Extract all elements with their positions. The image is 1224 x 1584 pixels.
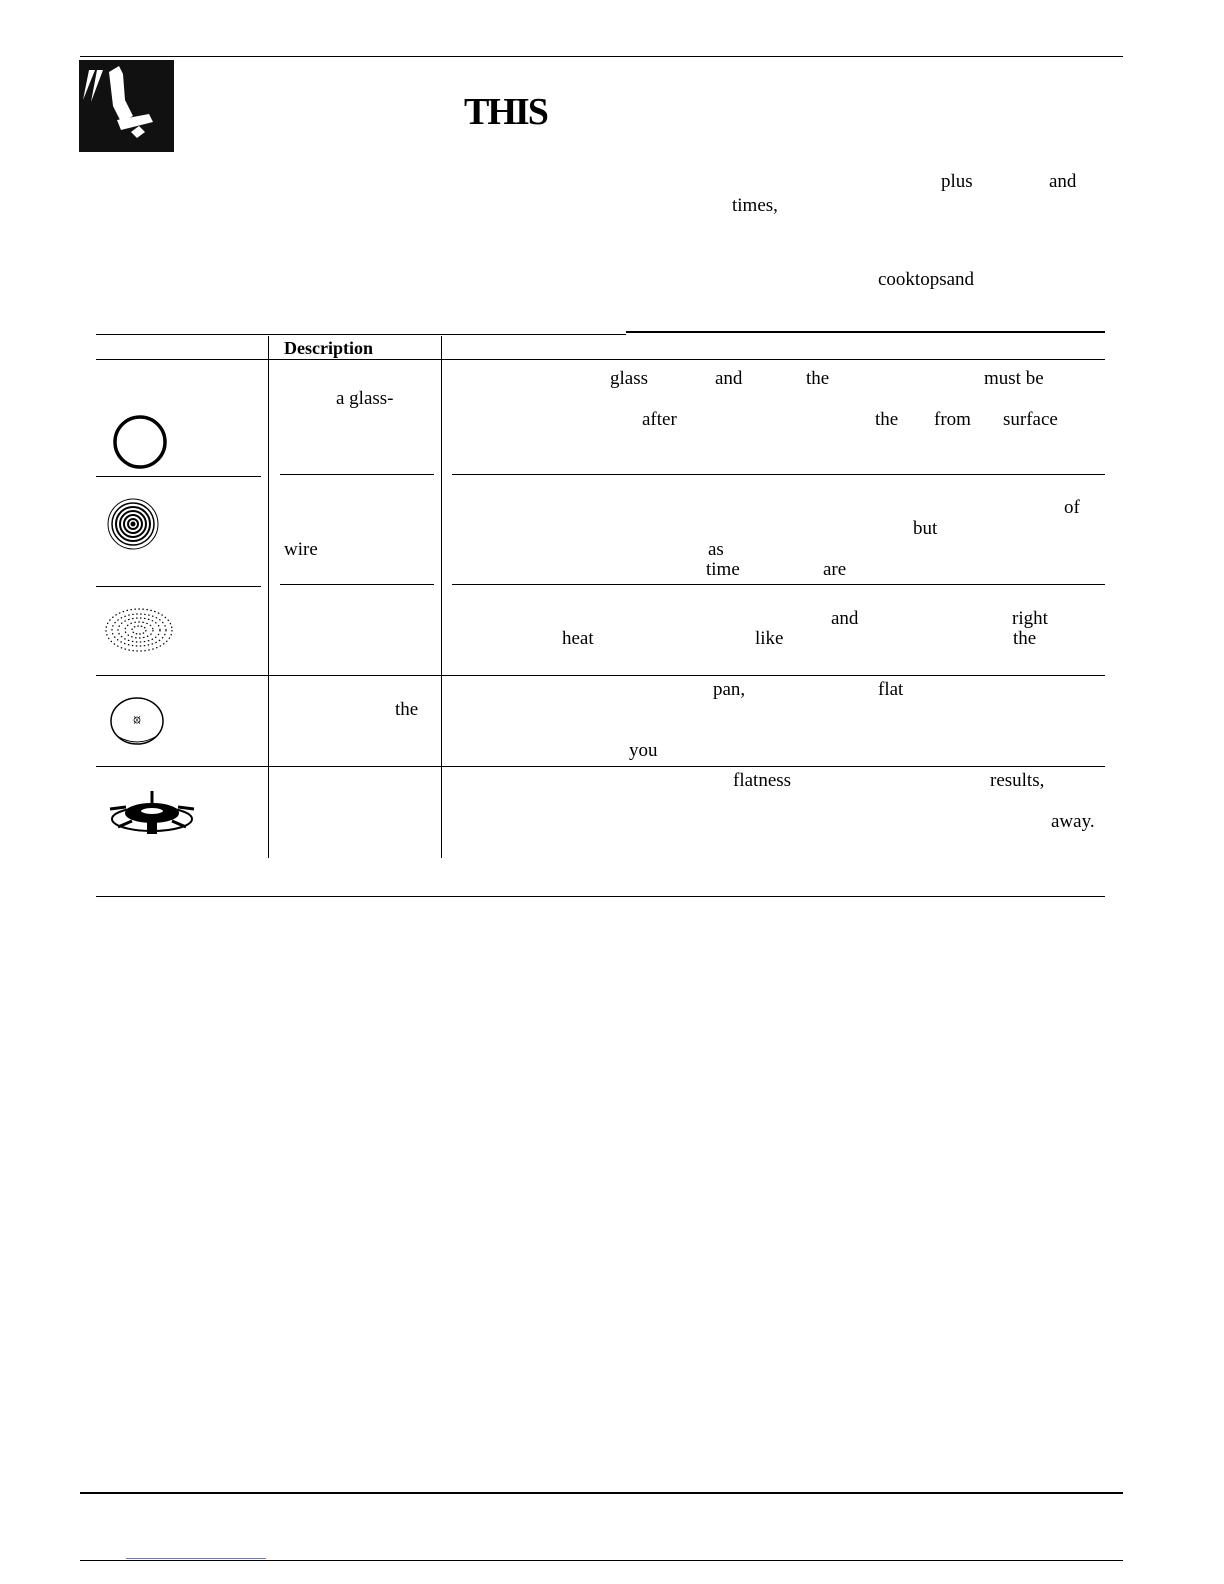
row1-word-the: the bbox=[806, 368, 830, 389]
row1-word-and: and bbox=[715, 368, 743, 389]
row1-word-from: from bbox=[934, 409, 971, 430]
row2-rule-b bbox=[280, 584, 434, 585]
row3-word-the: the bbox=[1013, 628, 1037, 649]
row4-desc-the: the bbox=[395, 699, 419, 720]
row1-word-surface: surface bbox=[1003, 409, 1058, 430]
row3-word-right: right bbox=[1012, 608, 1048, 629]
row1-rule-c bbox=[452, 474, 1105, 475]
footer-bottom-rule bbox=[80, 1560, 1123, 1561]
row5-word-away: away. bbox=[1051, 811, 1095, 832]
intro-word-and: and bbox=[1049, 171, 1077, 192]
description-header: Description bbox=[284, 338, 373, 358]
table-top-rule-right bbox=[626, 331, 1105, 333]
table-bottom-rule bbox=[96, 896, 1105, 897]
row2-rule-c bbox=[452, 584, 1105, 585]
gas-burner-icon bbox=[104, 789, 200, 842]
coil-element-icon bbox=[105, 496, 161, 557]
row3-word-heat: heat bbox=[562, 628, 594, 649]
intro-word-plus: plus bbox=[941, 171, 973, 192]
row1-rule-a bbox=[96, 476, 261, 477]
row2-word-of: of bbox=[1064, 497, 1080, 518]
row3-rule bbox=[96, 675, 1105, 676]
row1-word-the-2: the bbox=[875, 409, 899, 430]
intro-word-times: times, bbox=[732, 195, 778, 216]
row1-word-after: after bbox=[642, 409, 677, 430]
row4-word-flat: flat bbox=[878, 679, 904, 700]
hand-pressing-button-icon bbox=[79, 60, 174, 152]
row2-word-time: time bbox=[706, 559, 740, 580]
row4-word-you: you bbox=[629, 740, 658, 761]
smooth-cooktop-circle-icon bbox=[111, 413, 169, 476]
footer-rule bbox=[80, 1492, 1123, 1494]
row5-word-flatness: flatness bbox=[733, 770, 792, 791]
solid-disk-element-icon bbox=[107, 694, 167, 753]
row3-word-like: like bbox=[755, 628, 784, 649]
row2-word-as: as bbox=[708, 539, 724, 560]
footer-bottom-accent bbox=[126, 1558, 266, 1559]
table-col-divider-1 bbox=[268, 336, 269, 858]
row2-rule-a bbox=[96, 586, 261, 587]
table-col-divider-2 bbox=[441, 336, 442, 858]
table-header-rule bbox=[96, 359, 1105, 360]
radiant-element-icon bbox=[103, 605, 175, 660]
top-rule bbox=[80, 56, 1123, 57]
row3-word-and: and bbox=[831, 608, 859, 629]
table-top-rule-left bbox=[96, 334, 626, 335]
row2-desc-wire: wire bbox=[284, 539, 318, 560]
row1-rule-b bbox=[280, 474, 434, 475]
row1-word-glass: glass bbox=[610, 368, 648, 389]
page-title: THIS bbox=[464, 91, 547, 133]
row4-word-pan: pan, bbox=[713, 679, 746, 700]
row5-word-results: results, bbox=[990, 770, 1045, 791]
intro-word-cooktops: cooktopsand bbox=[878, 269, 975, 290]
row4-rule bbox=[96, 766, 1105, 767]
row1-desc-glass: a glass- bbox=[336, 388, 394, 409]
row2-word-but: but bbox=[913, 518, 938, 539]
row2-word-are: are bbox=[823, 559, 847, 580]
row1-word-mustbe: must be bbox=[984, 368, 1044, 389]
